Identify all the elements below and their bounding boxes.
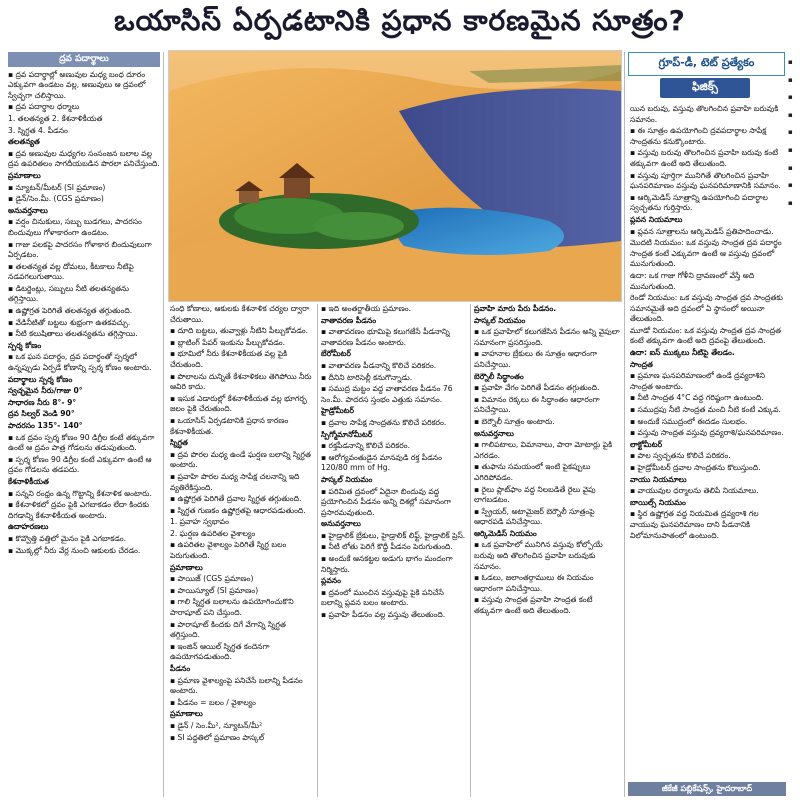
column-3-body (321, 304, 467, 621)
text-line: ▪ (788, 163, 793, 172)
text-line: ▪ పొలాలను దున్నితే కేశనాళికలు తెగిపోయి నీరు ఆవిరి కాదు. (170, 371, 312, 392)
text-line: స్నిగ్ధత (170, 438, 188, 448)
text-line: ▪ ఒక ద్రవం స్పర్శ కోణం 90 డిగ్రీల కంటే తక్కువగా ఉంటే ఆ ద్రవం పాత్ర గోడలను తడుపుతుంది. (8, 432, 155, 453)
text-line: ▪ సముద్ర మట్టం వద్ద వాతావరణ పీడనం 76 సెం.మీ. పాదరస స్తంభం ఎత్తుకు సమానం. (321, 384, 453, 404)
text-line: ▪ ద్రవ పొరల మధ్య ఉండే ఘర్షణ బలాన్ని స్నిగ్ధత అంటారు. (170, 449, 311, 470)
text-line: పీడనం (170, 664, 191, 673)
text-line: ▪ ఒక ఘన పదార్థం, ద్రవ పదార్థంతో స్పర్శలో ఉన్నప్పుడు ఏర్పడే కోణాన్ని స్పర్శ కోణం అంటారు. (8, 352, 152, 373)
edge-body (788, 57, 800, 208)
text-line: ▪ ప్రవాహి వేగం పెరిగితే పీడనం తగ్గుతుంది. (474, 383, 600, 393)
text-line: ▪ సముద్రపు నీటి సాంద్రత మంచి నీటి కంటే ఎక్కువ. (630, 405, 781, 415)
text-line: వాతావరణ పీడనం (321, 315, 377, 325)
text-line: ▪ డైన్ / సెం.మీ², న్యూటన్/మీ² (170, 720, 263, 730)
text-line: రెండో నియమం: ఒక వస్తువు సాంద్రత ద్రవ సాంద్రతకు సమానమైతే అది ద్రవంలో ఏ స్థానంలో అయినా తేలుతుంది. (630, 293, 783, 324)
text-line: ▪ అందుకే ఆనకట్టల అడుగు భాగం మందంగా నిర్మిస్తారు. (321, 554, 453, 574)
column-right (630, 104, 784, 780)
text-line: కేశనాళికీయత (8, 476, 49, 486)
text-line: ప్లవన నియమాలు (630, 214, 683, 224)
text-line: ▪ (788, 128, 793, 137)
text-line: ప్రమాణాలు (170, 709, 203, 719)
section-heading-liquids: ద్రవ పదార్థాలు (8, 52, 160, 67)
column-4 (474, 304, 620, 797)
text-line: ▪ ఆర్కిమెడిస్ సూత్రాన్ని ఉపయోగించి పదార్థాల స్వచ్ఛతను గుర్తిస్తారు. (630, 192, 768, 213)
text-line: ప్రమాణాలు (170, 562, 203, 572)
text-line: పాస్కల్ నియమం (474, 315, 526, 325)
text-line: ▪ వాయువుల ధర్మాలను తెలిపే నియమాలు. (630, 486, 759, 496)
text-line: పాదరసం 135°- 140° (8, 421, 83, 430)
text-line: ▪ డిటర్జెంట్లు, సబ్బులు నీటి తలతన్యతను తగ్గిస్తాయి. (8, 283, 130, 304)
text-line: ▪ ద్రవంలో ముంచిన వస్తువుపై పైకి పనిచేసే బలాన్ని ప్లవన బలం అంటారు. (321, 587, 444, 608)
text-line: ▪ ద్రవాల సాపేక్ష సాంద్రతను కొలిచే పరికరం. (321, 417, 447, 427)
text-line: ▪ వస్తువు సాంద్రత ప్రవాహి సాంద్రత కంటే తక్కువగా ఉంటే అది తేలుతుంది. (474, 595, 593, 616)
text-line: ▪ గాలి స్నిగ్ధత బలాలను ఉపయోగించుకొని పారాషూట్ పని చేస్తుంది. (170, 597, 294, 618)
text-line: ▪ ఉపరితల వైశాల్యం పెరిగితే స్నిగ్ధ బలం పెరుగుతుంది. (170, 540, 287, 561)
text-line: ▪ హైడ్రోమీటర్ ద్రవాల సాంద్రతను కొలుస్తుంది. (630, 463, 761, 472)
text-line: ▪ పరిమిత ద్రవంలో ఏదైనా బిందువు వద్ద ప్రయోగించిన పీడనం అన్ని దిశల్లో సమానంగా ప్రసారమవుతుంది. (321, 486, 451, 517)
text-line: ద్రవ సిల్వర్ వెండి 90° (8, 409, 75, 419)
text-line: ▪ పారాషూట్ కిందకు దిగే వేగాన్ని స్నిగ్ధత తగ్గిస్తుంది. (170, 619, 286, 640)
text-line: ▪ ఓడలు, జలాంతర్గాములు ఈ నియమం ఆధారంగా పనిచేస్తాయి. (474, 573, 594, 593)
text-line: ▪ ఇంజిన్ ఆయిల్ స్నిగ్ధత కందెనగా ఉపయోగపడుతుంది. (170, 641, 270, 662)
text-line: ▪ వేడినీటితో బట్టలు శుభ్రంగా ఉతకవచ్చు. (8, 317, 131, 327)
text-line: ▪ గాజు పలకపై పాదరసం గోళాకార బిందువులుగా ఏర్పడటం. (8, 239, 152, 260)
text-line: ▪ ప్రవాహి పీడనం వల్ల వస్తువు తేలుతుంది. (321, 610, 446, 620)
text-line: ▪ ఆరోగ్యవంతుడైన మానవుడి రక్త పీడనం 120/80 mm of Hg. (321, 452, 442, 473)
text-line: ▪ రైలు ప్లాట్‌ఫాం వద్ద నిలబడితే రైలు వైపు లాగబడటం. (474, 484, 596, 505)
publisher-footer: జీకేజీ పబ్లికేషన్స్, హైదరాబాద్ (628, 782, 786, 796)
text-line: ▪ ఇసుక ఎడారుల్లో కేశనాళికీయత వల్ల భూగర్భ జలం పైకి చేరుతుంది. (170, 393, 307, 414)
text-line: స్పర్శ కోణం (8, 340, 42, 350)
text-line: ▪ పాల స్వచ్ఛతను కొలిచే పరికరం. (630, 451, 731, 461)
text-line: ▪ అందుకే సముద్రంలో ఈదడం సులభం. (630, 416, 748, 426)
text-line: ఉదాహరణలు (8, 522, 49, 532)
text-line: ▪ వస్తువు సాంద్రత వస్తువు ద్రవ్యరాశి/ఘనపరిమాణం. (630, 428, 784, 438)
text-line: ▪ వర్షం చినుకులు, సబ్బు బుడగలు, పాదరసం బిందువులు గోళాకారంగా ఉండటం. (8, 217, 142, 237)
next-page-edge (788, 50, 800, 790)
text-line: ప్లవనం (321, 576, 341, 586)
text-line: ▪ ఈ సూత్రం ఉపయోగించి ద్రవపదార్థాల సాపేక్ష సాంద్రతను కనుక్కొంటారు. (630, 126, 767, 146)
column-right-body (630, 104, 784, 541)
text-line: ▪ నీటి లోతు పెరిగే కొద్దీ పీడనం పెరుగుతుంది. (321, 542, 453, 552)
text-line: ▪ (788, 145, 793, 154)
text-line: ▪ ఒయాసిస్ ఏర్పడటానికి ప్రధాన కారణం కేశనాళికీయత. (170, 415, 289, 436)
text-line: ▪ కేశనాళికలో ద్రవం పైకి ఎగబాకడం లేదా కిందకు దిగడాన్ని కేశనాళికీయత అంటారు. (8, 500, 150, 520)
text-line: ▪ హైడ్రాలిక్ బ్రేకులు, హైడ్రాలిక్ లిఫ్ట్, హైడ్రాలిక్ ప్రెస్. (321, 530, 466, 540)
text-line: ▪ ఉష్ణోగ్రత పెరిగితే ద్రవాల స్నిగ్ధత తగ్గుతుంది. (170, 494, 302, 504)
text-line: ▪ రక్తపీడనాన్ని కొలిచే పరికరం. (321, 441, 411, 451)
text-line: ▪ సన్నని రంధ్రం ఉన్న గొట్టాన్ని కేశనాళిక అంటారు. (8, 488, 152, 498)
text-line: ▪ ఒక ప్రవాహిలో కలుగజేసిన పీడనం అన్ని వైపులా సమానంగా ప్రసరిస్తుంది. (474, 327, 620, 347)
column-3 (321, 304, 467, 797)
text-line: ▪ ప్రమాణ ఘనపరిమాణంలో ఉండే ద్రవ్యరాశిని సాంద్రత అంటారు. (630, 371, 765, 391)
text-line: ▪ ద్రవ పదార్థాల్లో అణువుల మధ్య బంధ దూరం ఎక్కువగా ఉండటం వల్ల, అణువులు ఆ ద్రవంలో స్వేచ్ఛగా చలిస్తాయి. (8, 69, 146, 100)
text-line: అనువర్తనాలు (321, 519, 361, 529)
text-line: ▪ వస్తువు పూర్తిగా మునిగితే తొలగించిన ప్రవాహి ఘనపరిమాణం వస్తువు ఘనపరిమాణానికి సమానం. (630, 170, 781, 191)
text-line: ▪ ఉష్ణోగ్రత పెరిగితే తలతన్యత తగ్గుతుంది. (8, 306, 133, 316)
text-line: ▪ వస్తువు బరువు తొలగించిన ప్రవాహి బరువు కంటే తక్కువగా ఉంటే అది తేలుతుంది. (630, 148, 778, 168)
text-line: ▪ ప్రమాణ వైశాల్యంపై పనిచేసే బలాన్ని పీడనం అంటారు. (170, 675, 303, 696)
text-line: ఉదా: ఐస్ ముక్కలు నీటిపై తేలడం. (630, 348, 735, 358)
text-line: ▪ వాతావరణం భూమిపై కలుగజేసే పీడనాన్ని వాతావరణ పీడనం అంటారు. (321, 327, 450, 347)
text-line: యిన బరువు, వస్తువు తొలగించిన ప్రవాహి బరువుకి సమానం. (630, 104, 779, 124)
text-line: ఆర్కిమెడిస్ నియమం (474, 528, 537, 538)
text-line: ▪ గాలిపటాలు, విమానాలు, పారా మోటార్లు పైకి ఎగరడం. (474, 440, 613, 460)
text-line: ▪ (788, 198, 793, 207)
text-line: ▪ పీడనం = బలం / వైశాల్యం (170, 697, 256, 707)
text-line: ▪ డైన్/సెం.మీ. (CGS ప్రమాణం) (8, 194, 104, 204)
oasis-photo (168, 50, 622, 302)
text-line: ▪ కొవ్వొత్తి వత్తిలో మైనం పైకి ఎగబాకడం. (8, 533, 126, 543)
text-line: ▪ స్పర్శ కోణం 90 డిగ్రీల కంటే ఎక్కువగా ఉంటే ఆ ద్రవం గోడలను తడపదు. (8, 454, 152, 475)
text-line: ▪ స్ప్రేయర్, అటామైజర్ బెర్నౌలీ సూత్రంపై ఆధారపడి పనిచేస్తాయి. (474, 506, 595, 527)
text-line: ▪ తుఫాను సమయంలో ఇంటి పైకప్పులు ఎగిరిపోవడం. (474, 462, 591, 482)
text-line: ▪ బ్లాటింగ్ పేపర్ ఇంకును పీల్చుకోవడం. (170, 337, 286, 347)
text-line: మూడో నియమం: ఒక వస్తువు సాంద్రత ద్రవ సాంద్రత కంటే తక్కువగా ఉంటే అది ద్రవంపై తేలుతుంది. (630, 325, 782, 346)
subject-physics-banner: ఫిజిక్స్ (660, 78, 750, 98)
text-line: ▪ విమానం రెక్కలు ఈ సిద్ధాంతం ఆధారంగా పనిచేస్తాయి. (474, 394, 600, 415)
text-line: 1. తలతన్యత 2. కేశనాళికీయత (8, 113, 103, 123)
text-line: ▪ పాయిస్యూల్ (SI ప్రమాణం) (170, 585, 259, 595)
text-line: బేరోమీటర్ (321, 349, 352, 359)
column-4-body (474, 304, 620, 617)
column-2-body (170, 304, 314, 743)
text-line: ▪ వాతావరణ పీడనాన్ని కొలిచే పరికరం. (321, 360, 437, 370)
column-left (8, 52, 160, 797)
text-line: ▪ తలతన్యత వల్ల దోమలు, కీటకాలు నీటిపై నడవగలుగుతాయి. (8, 261, 134, 282)
text-line: ▪ ద్రవ అణువుల మధ్యగల సంసంజన బలాల వల్ల ద్రవ ఉపరితలం సాగదీయబడిన పొరలా పనిచేస్తుంది. (8, 148, 160, 169)
text-line: మొదటి నియమం: ఒక వస్తువు సాంద్రత ద్రవ పదార్థం సాంద్రత కంటే ఎక్కువగా ఉంటే ఆ వస్తువు ద్రవంలో మునుగుతుంది. (630, 238, 782, 269)
page-headline: ఒయాసిస్ ఏర్పడటానికి ప్రధాన కారణమైన సూత్రం? (114, 4, 686, 37)
text-line: అనువర్తనాలు (474, 428, 514, 438)
text-line: బాయిల్స్ నియమం (630, 497, 686, 507)
text-line: ▪ (788, 58, 793, 66)
oasis-illustration (169, 51, 621, 301)
text-line: ▪ (788, 93, 793, 102)
text-line: 3. స్నిగ్ధత 4. పీడనం (8, 125, 68, 135)
group-tet-special-tag: గ్రూప్-డీ, టెట్ ప్రత్యేకం (628, 52, 785, 76)
text-line: స్వచ్ఛమైన నీరు/గాజు 0° (8, 386, 83, 396)
text-line: ▪ SI పద్ధతిలో ప్రమాణం పాస్కల్ (170, 732, 265, 742)
text-line: ▪ స్నిగ్ధత గుణకం ఉష్ణోగ్రతపై ఆధారపడుతుంది. (170, 505, 306, 515)
text-line: హైడ్రోమీటర్ (321, 406, 355, 416)
text-line: సాంద్రత (630, 359, 653, 369)
text-line: ▪ నీటి కలుషితాలు తలతన్యతను తగ్గిస్తాయి. (8, 329, 138, 339)
left-column-body (8, 70, 160, 557)
text-line: ▪ (788, 75, 793, 84)
column-2 (170, 304, 314, 797)
text-line: ఉదా: ఒక గాజు గోళీని ద్రావణంలో వేస్తే అది మునుగుతుంది. (630, 270, 755, 291)
text-line: ▪ భూమిలో నీరు కేశనాళికీయత వల్ల పైకి చేరుతుంది. (170, 349, 288, 369)
text-line: బెర్నౌలీ సిద్ధాంతం (474, 371, 524, 381)
text-line: సంధి కోణాలు, ఆకులకు కేశనాళిక చర్యల ద్వారా చేరుతాయి. (170, 304, 310, 324)
text-line: ▪ న్యూటన్/మీటర్ (SI ప్రమాణం) (8, 182, 106, 192)
text-line: 1. ప్రవాహ స్వభావం (170, 517, 229, 527)
text-line: ▪ స్థిర ఉష్ణోగ్రత వద్ద నియమిత ద్రవ్యరాశి గల వాయువు ఘనపరిమాణం దాని పీడనానికి విలోమానుపాతంలో ఉంటుంది. (630, 509, 759, 540)
text-line: ప్రమాణాలు (8, 170, 41, 180)
text-line: 2. ఘర్షణ ఉపరితల వైశాల్యం (170, 528, 256, 538)
text-line: పాస్కల్ నియమం (321, 474, 373, 484)
text-line: ▪ మొక్కల్లో నీరు వేర్ల నుంచి ఆకులకు చేరడం. (8, 545, 141, 555)
text-line: ▪ ఇది అంతర్జాతీయ ప్రమాణం. (321, 304, 412, 313)
text-line: ▪ ద్రవ పదార్థాల ధర్మాలు (8, 102, 80, 112)
text-line: ▪ దీనిని టారిసెల్లీ కనుగొన్నాడు. (321, 372, 413, 382)
text-line: ▪ దూది బట్టలు, తువ్వాళ్లు నీటిని పీల్చుకోవడం. (170, 326, 309, 336)
text-line: ▪ పాయిజ్ (CGS ప్రమాణం) (170, 574, 254, 584)
text-line: ప్రవాహి మారు పేరు పీడనం. (474, 304, 557, 313)
text-line: ▪ ఒక ప్రవాహిలో మునిగిన వస్తువు కోల్పోయే బరువు అది తొలగించిన ప్రవాహి బరువుకు సమానం. (474, 540, 603, 571)
text-line: పదార్థాలు స్పర్శ కోణం (8, 374, 73, 384)
text-line: వాయు నియమాలు (630, 474, 687, 484)
text-line: అనువర్తనాలు (8, 205, 48, 215)
text-line: స్పిగ్మోమానోమీటర్ (321, 429, 373, 439)
text-line: లాక్టోమీటర్ (630, 439, 663, 449)
text-line: ▪ (788, 181, 793, 190)
text-line: ▪ (788, 110, 793, 119)
text-line: ▪ నీటి సాంద్రత 4°C వద్ద గరిష్ఠంగా ఉంటుంది. (630, 393, 764, 403)
text-line: ▪ బెర్నౌలీ సూత్రం అంటారు. (474, 416, 555, 426)
text-line: ▪ ప్రవాహి పొరల మధ్య సాపేక్ష చలనాన్ని ఇది వ్యతిరేకిస్తుంది. (170, 471, 300, 492)
text-line: సాధారణ నీరు 8°- 9° (8, 397, 77, 407)
text-line: ▪ వాహనాల బ్రేకులు ఈ సూత్రం ఆధారంగా పనిచేస్తాయి. (474, 349, 598, 369)
text-line: తలతన్యత (8, 137, 40, 147)
text-line: ▪ ప్లవన సూత్రాలను ఆర్కిమెడిస్ ప్రతిపాదించాడు. (630, 226, 774, 236)
